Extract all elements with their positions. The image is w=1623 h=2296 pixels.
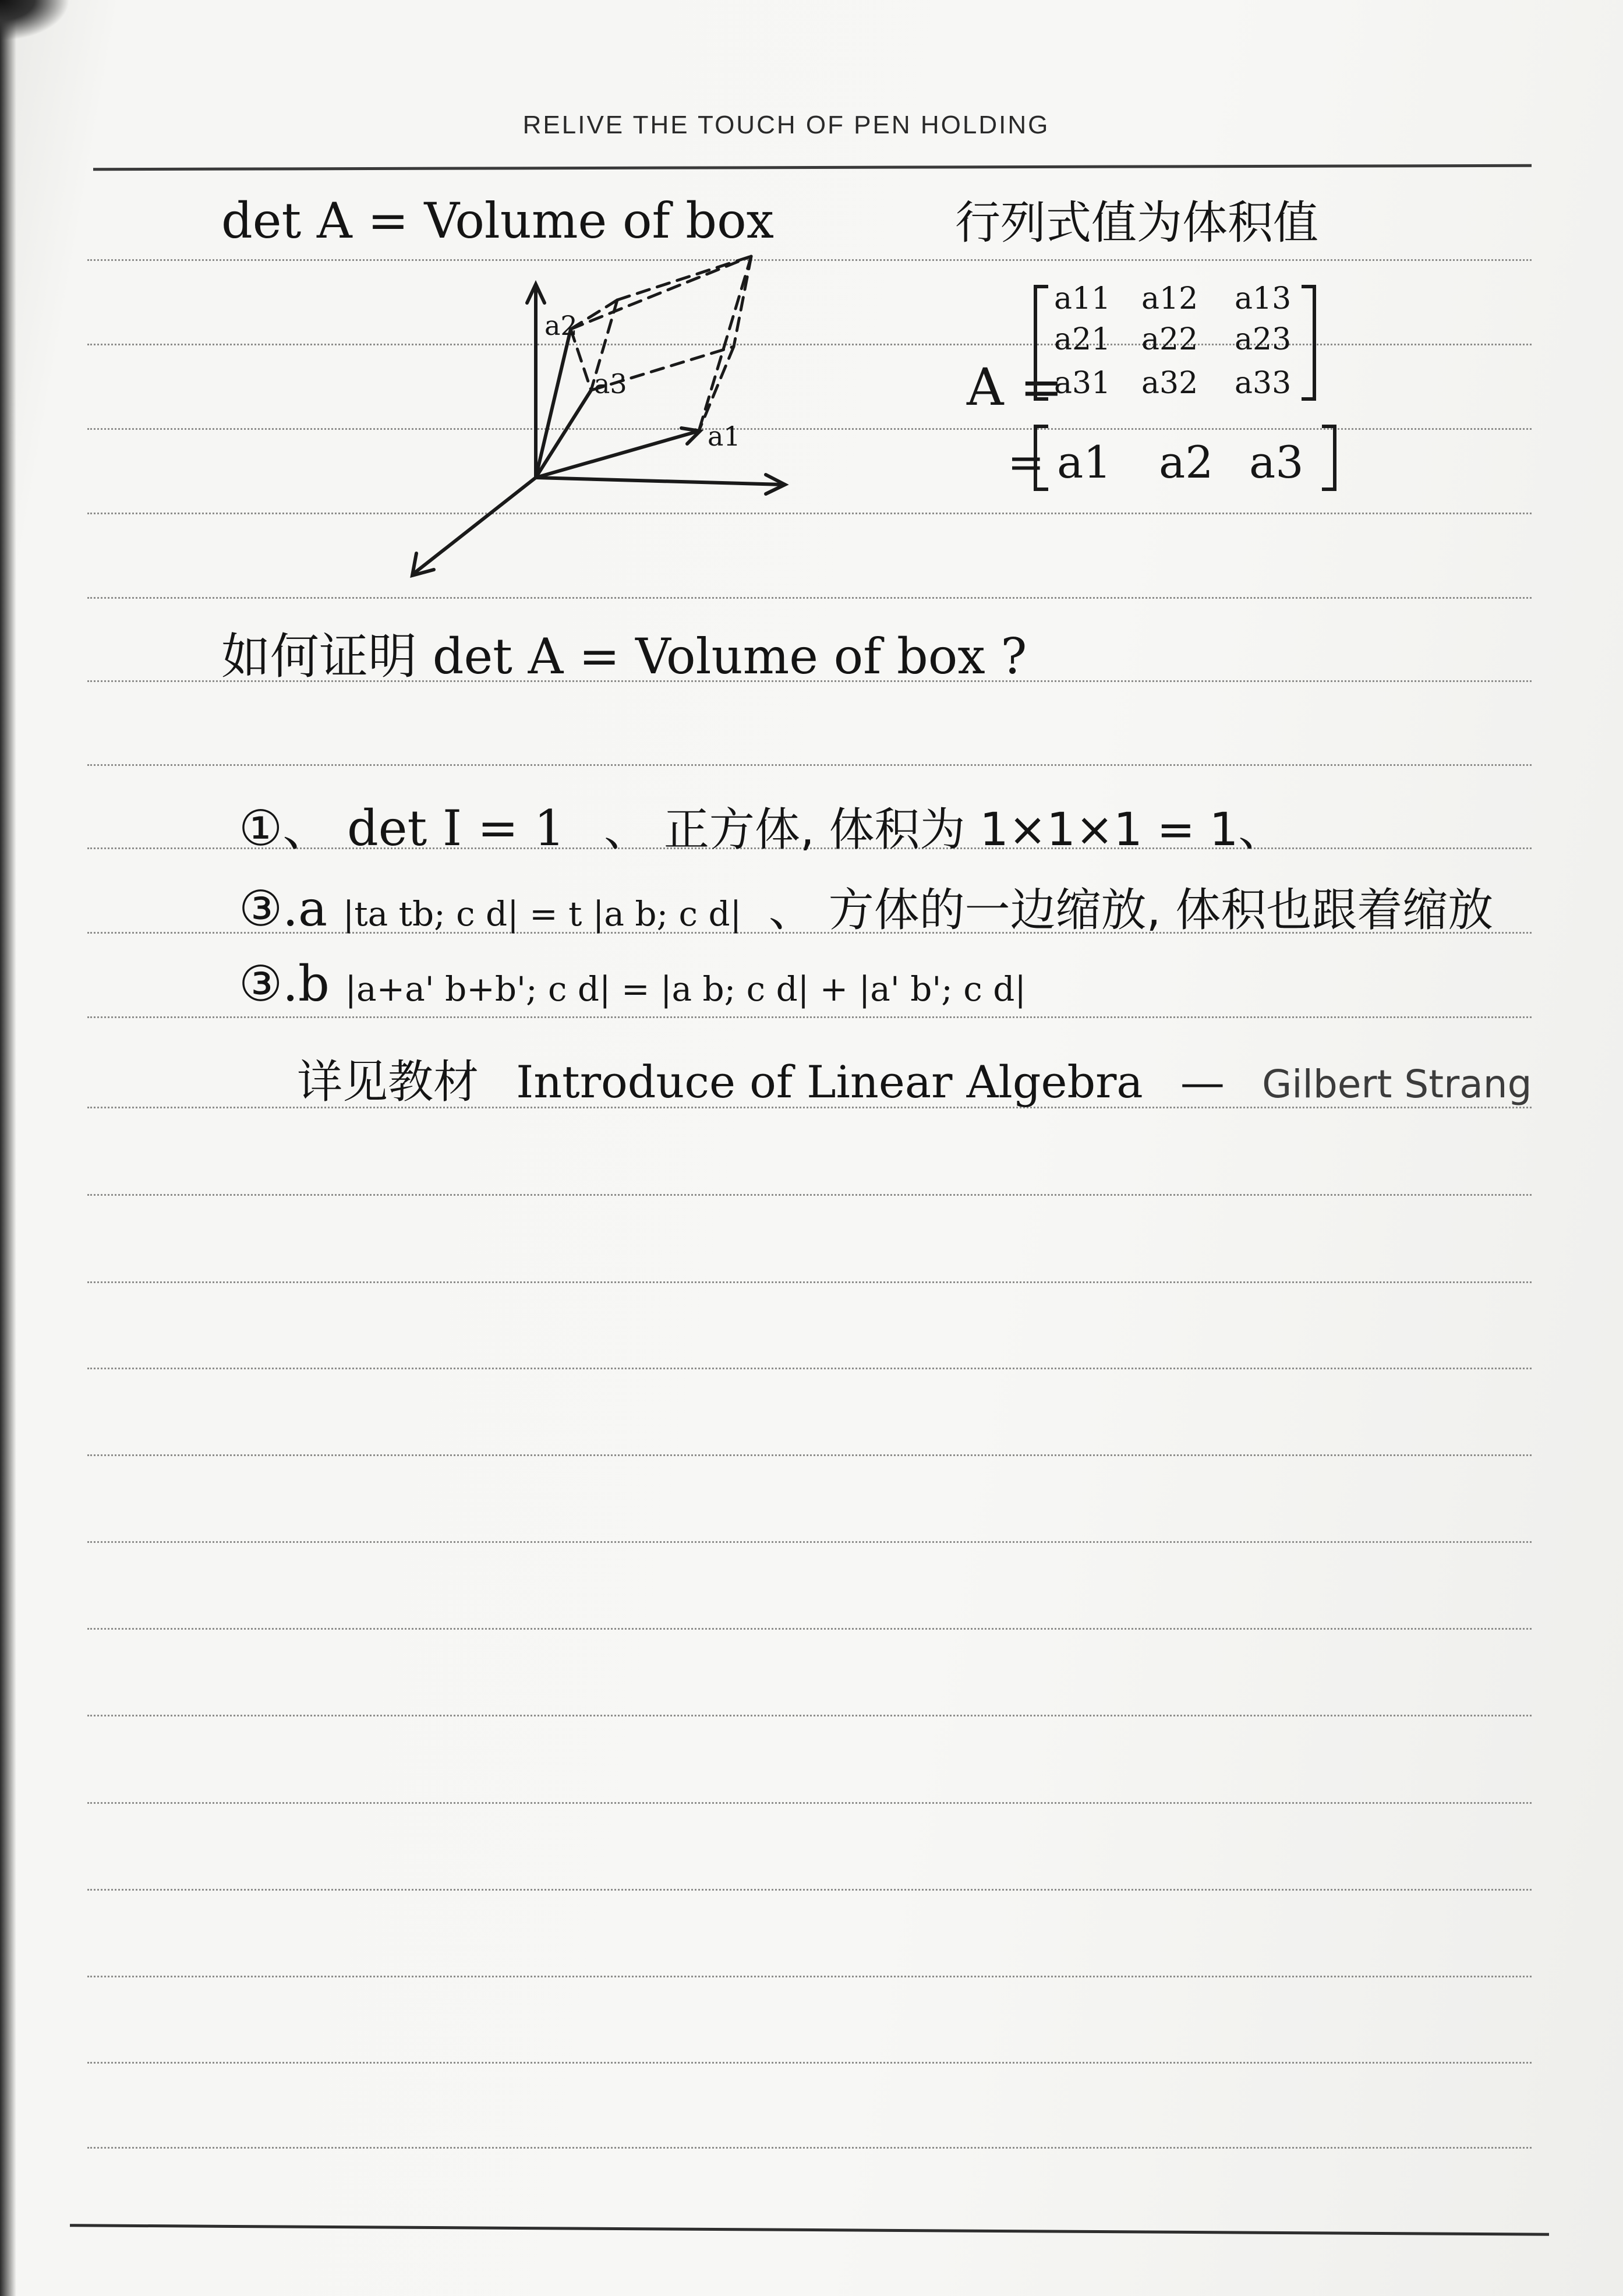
matrix-entry: a21 xyxy=(1054,322,1111,357)
matrix-entry: a23 xyxy=(1235,322,1292,357)
property-3b xyxy=(239,955,1026,1012)
matrix-a xyxy=(961,274,1339,518)
ruled-line xyxy=(87,1976,1532,1977)
property-formula: |a+a' b+b'; c d| = |a b; c d| + |a' b'; c d| xyxy=(345,969,1026,1009)
page-corner-shadow xyxy=(0,0,70,41)
column-vector: a2 xyxy=(1159,436,1214,488)
parallelepiped-diagram xyxy=(396,245,815,582)
column-vector: a3 xyxy=(1249,436,1304,488)
footer-rule xyxy=(70,2224,1549,2236)
ruled-line xyxy=(87,1889,1532,1891)
reference-line xyxy=(297,1045,1532,1111)
z-axis-line xyxy=(413,478,536,574)
column-vector: a1 xyxy=(1057,436,1112,488)
matrix-entry: a13 xyxy=(1235,281,1292,316)
ruled-line xyxy=(87,1281,1532,1283)
property-number: ①、 xyxy=(239,800,332,857)
reference-author: Gilbert Strang xyxy=(1262,1062,1532,1107)
reference-book: Introduce of Linear Algebra xyxy=(516,1056,1143,1108)
matrix-entry: a11 xyxy=(1054,281,1111,316)
x-axis-line xyxy=(536,478,783,485)
title-chinese: 行列式值为体积值 xyxy=(955,197,1319,249)
property-1 xyxy=(239,789,1283,860)
question-line: 如何证明 det A = Volume of box ? xyxy=(221,628,1027,685)
page-header: RELIVE THE TOUCH OF PEN HOLDING xyxy=(522,111,1050,139)
property-number: ③.a xyxy=(239,880,328,937)
ruled-line xyxy=(87,2062,1532,2064)
vector-a2-arrow xyxy=(536,329,571,478)
ruled-line xyxy=(87,1454,1532,1456)
reference-dash: — xyxy=(1180,1056,1225,1108)
matrix-entry: a22 xyxy=(1141,322,1198,357)
box-edge xyxy=(699,256,751,431)
ruled-line xyxy=(87,1368,1532,1369)
ruled-line xyxy=(87,1802,1532,1804)
columns-equals: = xyxy=(1007,436,1045,488)
header-rule xyxy=(93,164,1532,171)
property-note: 、 正方体, 体积为 1×1×1 = 1、 xyxy=(604,804,1284,856)
vector-label-a1: a1 xyxy=(708,421,741,452)
ruled-line xyxy=(87,1715,1532,1716)
matrix-entry: a31 xyxy=(1054,366,1111,401)
matrix-entry: a12 xyxy=(1141,281,1198,316)
matrix-name: A = xyxy=(967,357,1063,417)
title-det-volume: det A = Volume of box xyxy=(221,192,775,249)
box-edge xyxy=(571,256,751,329)
columns-right-bracket xyxy=(1322,426,1335,489)
matrix-entry: a33 xyxy=(1235,366,1292,401)
property-3a xyxy=(239,874,1493,939)
ruled-line xyxy=(87,764,1532,766)
ruled-line xyxy=(87,597,1532,599)
page-left-edge xyxy=(0,0,16,2296)
reference-prefix: 详见教材 xyxy=(297,1056,479,1108)
vector-label-a3: a3 xyxy=(594,368,627,400)
ruled-line xyxy=(87,2147,1532,2149)
ruled-line xyxy=(87,1016,1532,1018)
ruled-line xyxy=(87,1194,1532,1196)
ruled-line xyxy=(87,1628,1532,1630)
property-number: ③.b xyxy=(239,955,330,1012)
vector-label-a2: a2 xyxy=(544,310,578,341)
property-formula: |ta tb; c d| = t |a b; c d| xyxy=(342,894,742,934)
matrix-right-bracket xyxy=(1302,287,1314,399)
matrix-entry: a32 xyxy=(1141,366,1198,401)
property-note: 、 方体的一边缩放, 体积也跟着缩放 xyxy=(768,884,1494,937)
property-formula: det I = 1 xyxy=(347,800,565,857)
ruled-line xyxy=(87,1541,1532,1543)
